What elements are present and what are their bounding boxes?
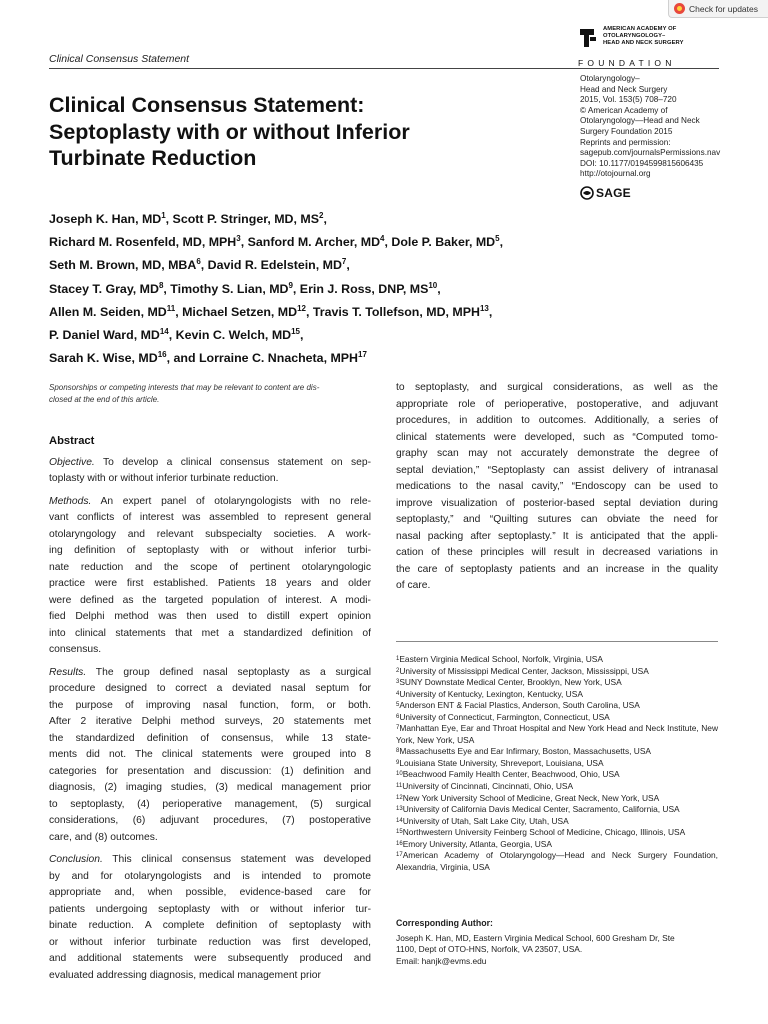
sponsorship-note-line: closed at the end of this article. [49,394,160,404]
abstract-line-text: vant conflicts of interest was assembled to represent general [49,512,371,523]
affiliation-item [396,677,718,689]
body-line: the care of septoplasty patients and an increase in the quality [396,563,718,575]
author-affiliation-marker: 5 [495,234,500,244]
abstract-line-text: categories for presentation and discussion: (1) definition and [49,765,371,777]
author-affiliation-marker: 12 [297,303,306,313]
abstract-line [49,780,371,797]
author-name: Sarah K. Wise, MD [49,351,158,366]
journal-info [580,74,730,180]
journal-info-line: Reprints and permission: [580,137,671,147]
body-line: procedures, in addition to outcomes. Additionally, a series of [396,415,718,426]
abstract-line [49,494,371,511]
abstract-line-text: into clinical statements that met a standardized definition of [49,627,371,639]
affiliation-text: Eastern Virginia Medical School, Norfolk, Virginia, USA [399,654,603,664]
abstract-line-text: nate reduction and the scope of pertinent otolaryngologic [49,561,371,573]
abstract-section-label: Objective. [49,456,95,468]
author-line [49,299,689,322]
affiliation-item [396,804,718,816]
affiliation-text: Anderson ENT & Facial Plastics, Anderson, South Carolina, USA [399,700,640,711]
affiliation-text: University of Cincinnati, Cincinnati, Ohio, USA [402,781,574,792]
affiliation-number: 9 [396,759,400,766]
sage-wordmark: SAGE [596,186,631,200]
abstract-line-text: by and for otolaryngologists and is intended to promote [49,870,371,882]
affiliation-text: University of Mississippi Medical Center, Jackson, Mississippi, USA [399,665,649,676]
affiliation-item [396,666,718,678]
affiliation-item [396,700,718,712]
abstract-line-text: and additional statements were subsequently produced and [49,953,371,964]
sage-globe-icon [580,186,594,200]
abstract-line [49,918,371,935]
abstract-line [49,968,371,985]
abstract-line [49,543,371,560]
abstract-line [49,797,371,814]
article-title [49,92,469,172]
body-line: graphy scan may not accurately demonstrate the degree of [396,448,718,459]
title-line: Septoplasty with or without Inferior [49,119,410,144]
body-line: appropriate role of perioperative, postoperative, and adjuvant [396,398,718,410]
author-line [49,276,689,299]
abstract-paragraph [49,665,371,847]
affiliation-item [396,689,718,701]
affiliation-item [396,769,718,781]
abstract-continuation [396,380,718,595]
author-affiliation-marker: 3 [236,234,241,244]
abstract-line [49,731,371,748]
author-line [49,252,689,275]
abstract-line [49,764,371,781]
author-name: Joseph K. Han, MD [49,212,162,227]
affiliation-number: 16 [396,840,403,847]
foundation-wordmark: FOUNDATION [578,58,676,68]
journal-info-line: Head and Neck Surgery [580,84,668,94]
author-affiliation-marker: 16 [157,350,167,360]
affiliation-text: Massachusetts Eye and Ear Infirmary, Boston, Massachusetts, USA [399,746,652,757]
affiliation-number: 6 [396,713,400,720]
abstract-line-text: ing definition of septoplasty with or without inferior turbi- [49,545,371,556]
corresponding-author-line: 1100, Dept of OTO-HNS, Norfolk, VA 23507, USA. [396,944,583,954]
author-name: Allen M. Seiden, MD [49,305,167,319]
affiliation-text: University of California Davis Medical Center, Sacramento, California, USA [402,804,680,815]
corresponding-author-email[interactable]: Email: hanjk@evms.edu [396,955,487,966]
journal-info-line: 2015, Vol. 153(5) 708–720 [580,95,677,105]
abstract-line-text: diagnosis, (2) imaging studies, (3) medical management prior [49,782,371,793]
abstract-heading: Abstract [49,435,95,447]
affiliation-number: 17 [396,852,403,859]
author-name: , Travis T. Tollefson, MD, MPH [305,305,480,319]
affiliation-text: American Academy of Otolaryngology—Head and Neck Surgery Foundation, Alexandria, Virginia, USA [396,850,718,872]
affiliations-rule [396,641,718,642]
abstract-line [49,665,371,682]
running-head: Clinical Consensus Statement [49,53,190,65]
abstract-line [49,626,371,643]
abstract-line [49,714,371,731]
affiliation-text: University of Connecticut, Farmington, Connecticut, USA [399,711,610,722]
affiliation-number: 8 [396,748,400,755]
abstract-line-text: This clinical consensus statement was developed [102,854,371,865]
author-line [49,206,689,229]
affiliation-number: 1 [396,656,400,662]
corresponding-author-line: Joseph K. Han, MD, Eastern Virginia Medical School, 600 Gresham Dr, Ste [396,932,675,943]
author-name: , Erin J. Ross, DNP, MS [292,281,429,296]
abstract-line-text: the standardized definition of consensus, while 13 state- [49,732,371,744]
author-name: Stacey T. Gray, MD [49,281,159,296]
abstract-line-text: consensus. [49,644,102,655]
author-line [49,229,689,252]
org-name-line: AMERICAN ACADEMY OF [603,26,677,32]
abstract-line-text: The group defined nasal septoplasty as a surgical [86,666,371,678]
abstract-line [49,935,371,952]
abstract-line-text: fied Delphi method was then used to distill expert opinion [49,611,371,622]
author-name: , David R. Edelstein, MD [200,258,342,273]
abstract-line-text: practice were first established. Patients 18 years and older [49,578,371,589]
abstract-line [49,681,371,698]
author-affiliation-marker: 14 [159,327,169,337]
author-name: , [300,328,304,343]
author-name: Seth M. Brown, MD, MBA [49,258,197,273]
author-affiliation-marker: 17 [358,350,367,360]
corresponding-author [396,918,718,967]
body-line: septoplasty,” and “Quilting sutures can obviate the need for [396,514,718,525]
author-affiliation-marker: 1 [161,211,166,220]
abstract-line [49,527,371,544]
abstract-line-text: care, and (8) outcomes. [49,831,158,843]
body-line: septal deviation,” “Septoplasty can assist delivery of intranasal [396,464,718,476]
abstract-line [49,593,371,610]
abstract-line-text: the purpose of improving nasal function, form, or both. [49,699,371,711]
author-line [49,345,689,368]
author-name: , [346,258,350,273]
author-name: , Timothy S. Lian, MD [163,281,289,296]
abstract-line-text: An expert panel of otolaryngologists with no rele- [91,495,371,507]
body-line: of care. [396,580,431,591]
author-name: , [323,212,327,227]
author-name: , and Lorraine C. Nnacheta, MPH [166,351,358,366]
affiliation-item [396,827,718,839]
abstract-paragraph [49,852,371,984]
abstract-line [49,869,371,886]
journal-info-line: Otolaryngology—Head and Neck [580,116,700,126]
check-for-updates-button[interactable] [668,0,768,18]
affiliation-item [396,839,718,851]
abstract-line [49,885,371,902]
author-name: Richard M. Rosenfeld, MD, MPH [49,235,237,250]
author-name: , [499,235,504,250]
abstract-line-text: or without inferior turbinate reduction was first developed, [49,936,371,948]
title-line: Turbinate Reduction [49,146,257,170]
author-affiliation-marker: 10 [428,280,438,290]
abstract-line [49,576,371,593]
abstract-line [49,510,371,527]
author-affiliation-marker: 15 [291,327,300,337]
abstract-paragraph [49,455,371,488]
abstract-paragraph [49,494,371,659]
abstract-line-text: otolaryngology and relevant subspecialty societies. A work- [49,528,371,540]
abstract-line [49,560,371,577]
affiliation-text: Emory University, Atlanta, Georgia, USA [402,838,552,849]
author-affiliation-marker: 4 [380,234,385,244]
affiliation-text: Louisiana State University, Shreveport, Louisiana, USA [399,757,604,768]
affiliation-number: 2 [396,667,400,674]
abstract-line-text: considerations, (6) adjuvant procedures, (7) postoperative [49,815,371,826]
abstract-section-label: Results. [49,666,87,678]
affiliation-number: 3 [396,679,400,686]
journal-url-link[interactable]: http://otojournal.org [580,169,651,179]
sponsorship-note-line: Sponsorships or competing interests that may be relevant to content are dis- [49,383,320,392]
author-name: , Dole P. Baker, MD [384,235,496,250]
affiliation-item [396,793,718,805]
affiliation-text: Beachwood Family Health Center, Beachwood, Ohio, USA [402,769,620,780]
abstract-section [49,433,371,990]
publisher-logo [578,24,728,68]
author-affiliation-marker: 2 [318,211,324,220]
affiliation-text: SUNY Downstate Medical Center, Brooklyn, New York, USA [399,677,622,688]
abstract-line-text: were defined as the targeted population of interest. A modi- [49,594,371,606]
body-line: nasal packing after septoplasty.” It is anticipated that the appli- [396,530,718,542]
abstract-line [49,455,371,472]
abstract-section-label: Methods. [49,495,92,507]
abstract-line-text: evaluated addressing diagnosis, medical management prior [49,969,321,981]
body-line: clinical statements were developed, such as “Computed tomo- [396,431,718,443]
author-name: P. Daniel Ward, MD [49,328,160,343]
abstract-line-text: binate reduction. A complete definition of septoplasty with [49,920,371,931]
affiliation-number: 14 [396,817,403,824]
body-line: cation of these principles will result in decreased variations in [396,547,718,558]
affiliation-item [396,816,718,828]
affiliation-number: 12 [396,794,403,801]
affiliation-item [396,746,718,758]
author-affiliation-marker: 13 [479,303,489,313]
org-name-line: OTOLARYNGOLOGY– [603,33,666,39]
corresponding-author-heading: Corresponding Author: [396,918,493,928]
aao-hns-logo-icon [578,27,598,49]
affiliation-text: New York University School of Medicine, Great Neck, New York, USA [402,792,660,803]
abstract-line [49,747,371,764]
affiliations-list [396,654,718,873]
author-affiliation-marker: 7 [341,257,347,267]
affiliation-item [396,850,718,873]
affiliation-text: Northwestern University Feinberg School of Medicine, Chicago, Illinois, USA [402,827,686,838]
author-name: , [488,305,493,319]
affiliation-item [396,712,718,724]
abstract-line-text: After 2 iterative Delphi method surveys, 20 statements met [49,716,371,727]
abstract-line-text: To develop a clinical consensus statement on sep- [94,456,371,468]
author-line [49,322,689,345]
sage-logo [580,186,631,200]
affiliation-text: University of Kentucky, Lexington, Kentucky, USA [399,688,583,699]
author-affiliation-marker: 6 [196,257,201,267]
affiliation-item [396,781,718,793]
journal-info-line: Surgery Foundation 2015 [580,126,673,136]
journal-info-line: © American Academy of [580,105,668,115]
author-name: , Scott P. Stringer, MD, MS [165,212,319,227]
affiliation-text: Manhattan Eye, Ear and Throat Hospital and New York Head and Neck Institute, New York, New York, USA [396,723,718,745]
permissions-link[interactable]: sagepub.com/journalsPermissions.nav [580,148,721,158]
abstract-section-label: Conclusion. [49,854,103,865]
abstract-line [49,642,371,659]
body-line: medications to the nasal cavity,” “Endoscopy can be used to [396,481,718,492]
affiliation-number: 13 [396,806,403,813]
author-affiliation-marker: 8 [158,280,164,290]
body-line: improve visualization of posterior-based septal deviation during [396,497,718,509]
check-for-updates-label: Check for updates [689,3,758,14]
header-rule [49,68,719,69]
author-name: , Kevin C. Welch, MD [168,328,292,343]
affiliation-number: 11 [396,783,403,790]
doi-link[interactable]: DOI: 10.1177/0194599815606435 [580,158,704,168]
abstract-line-text: patients undergoing septoplasty with or without inferior tur- [49,903,371,915]
journal-info-line: Otolaryngology– [580,74,640,83]
abstract-line [49,609,371,626]
author-list [49,206,689,369]
abstract-line [49,852,371,869]
title-line: Clinical Consensus Statement: [49,93,365,117]
author-name: , Sanford M. Archer, MD [240,235,381,250]
affiliation-number: 7 [396,725,400,732]
crossmark-icon [674,3,685,14]
abstract-line-text: appropriate and, when possible, evidence-based care for [49,887,371,898]
abstract-line [49,813,371,830]
affiliation-number: 10 [396,771,403,778]
affiliation-number: 4 [396,690,400,697]
affiliation-item [396,758,718,770]
abstract-line [49,830,371,847]
abstract-line-text: toplasty with or without inferior turbinate reduction. [49,473,279,484]
abstract-line [49,698,371,715]
abstract-line-text: procedure designed to correct a deviated nasal septum for [49,683,371,694]
abstract-line [49,951,371,968]
org-name [603,26,684,47]
author-affiliation-marker: 11 [166,303,176,313]
author-affiliation-marker: 9 [288,280,293,290]
abstract-line-text: ments did not. The clinical statements were grouped into 8 [49,749,371,760]
abstract-line [49,902,371,919]
author-name: , Michael Setzen, MD [175,305,298,319]
abstract-line [49,471,371,488]
author-name: , [437,281,441,296]
affiliation-number: 5 [396,702,400,709]
body-line: to septoplasty, and surgical considerations, as well as the [396,382,718,393]
affiliation-item [396,654,718,666]
affiliation-text: University of Utah, Salt Lake City, Utah, USA [402,815,569,826]
sponsorship-note [49,382,371,405]
affiliation-number: 15 [396,829,403,836]
org-name-line: HEAD AND NECK SURGERY [603,40,684,46]
abstract-line-text: to septoplasty, (4) perioperative management, (5) surgical [49,798,371,810]
affiliation-item [396,723,718,746]
